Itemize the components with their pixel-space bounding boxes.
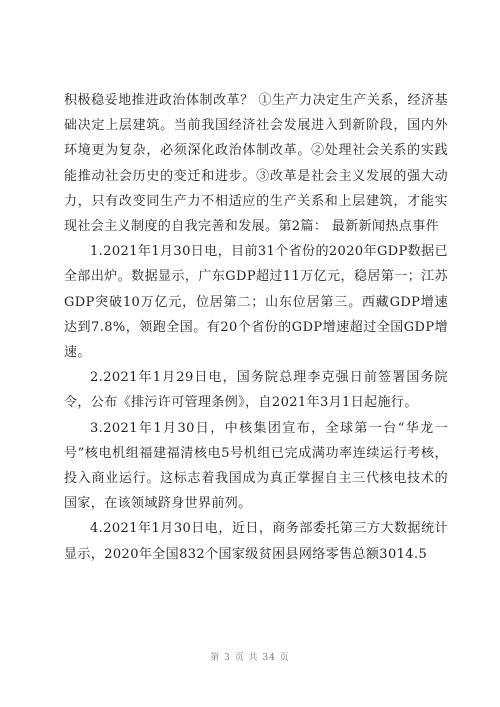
- document-body: [64, 88, 448, 567]
- paragraph-news-2: 2.2021年1月29日电，国务院总理李克强日前签署国务院令，公布《排污许可管理条例》，自2021年3月1日起施行。: [64, 370, 448, 411]
- paragraph-intro: 积极稳妥地推进政治体制改革？ ①生产力决定生产关系，经济基础决定上层建筑。当前我国经济社会发展进入到新阶段，国内外环境更为复杂，必须深化政治体制改革。②处理社会关系的实践能推动社会历史的变迁和进步。③改革是社会主义发展的强大动力，只有改变同生产力不相适应的生产关系和上层建筑，才能实现社会主义制度的自我完善和发展。第2篇： 最新新闻热点事件: [64, 93, 448, 235]
- paragraph-news-1: 1.2021年1月30日电，目前31个省份的2020年GDP数据已全部出炉。数据显示，广东GDP超过11万亿元，稳居第一；江苏GDP突破10万亿元，位居第二；山东位居第三。西藏GDP增速达到7.8%，领跑全国。有20个省份的GDP增速超过全国GDP增速。: [64, 244, 448, 361]
- paragraph-news-3: 3.2021年1月30日，中核集团宣布，全球第一台“华龙一号”核电机组福建福清核电5号机组已完成满功率连续运行考核，投入商业运行。这标志着我国成为真正掌握自主三代核电技术的国家，在该领域跻身世界前列。: [64, 420, 448, 512]
- paragraph-news-4: 4.2021年1月30日电，近日，商务部委托第三方大数据统计显示，2020年全国832个国家级贫困县网络零售总额3014.5: [64, 521, 448, 562]
- page-number-footer: 第 3 页 共 34 页: [210, 653, 290, 663]
